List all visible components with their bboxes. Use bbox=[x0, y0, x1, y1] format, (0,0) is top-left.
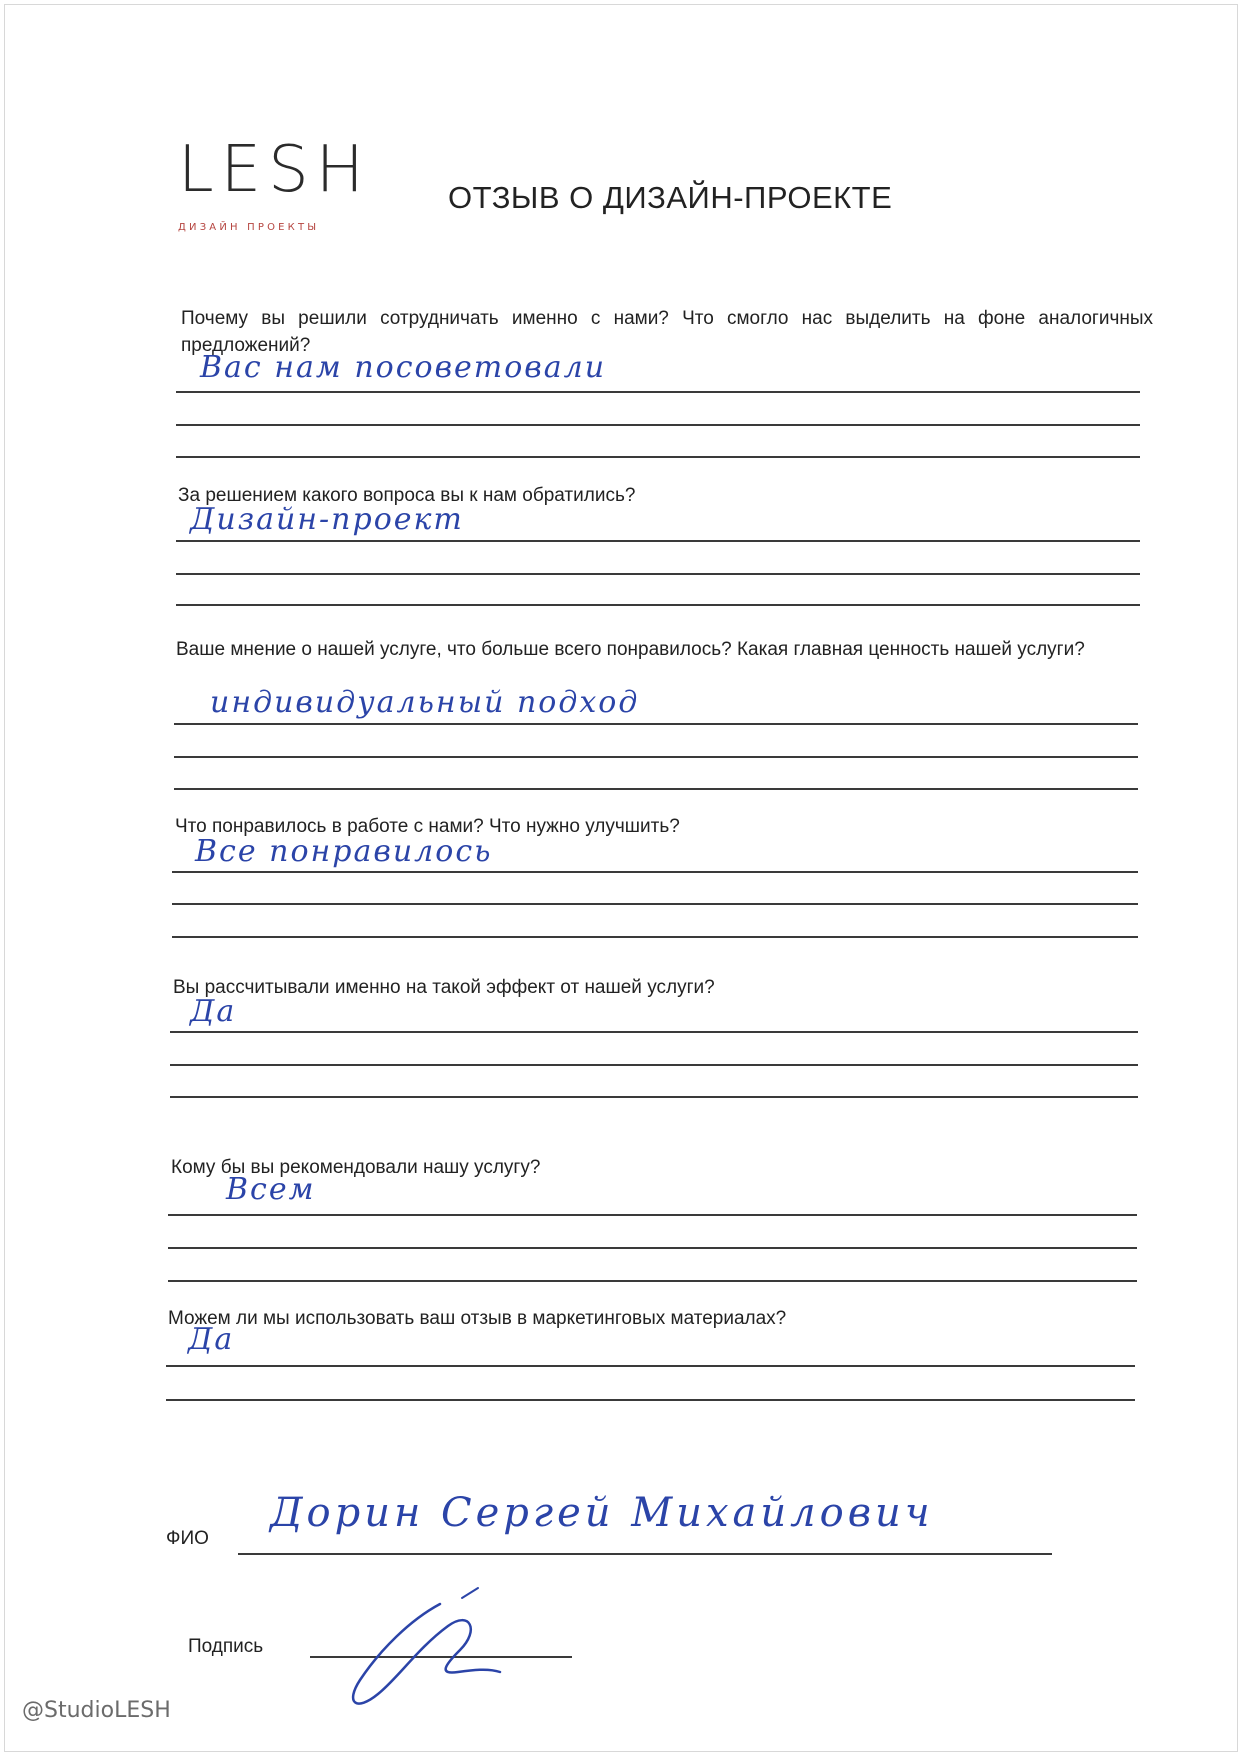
answer-4: Все понравилось bbox=[195, 834, 493, 869]
answer-7: Да bbox=[188, 1322, 235, 1357]
fio-label: ФИО bbox=[166, 1528, 209, 1549]
answer-2: Дизайн-проект bbox=[190, 502, 464, 537]
answer-6: Всем bbox=[226, 1172, 316, 1207]
answer-3: индивидуальный подход bbox=[210, 685, 640, 720]
question-6: Кому бы вы рекомендовали нашу услугу? bbox=[171, 1157, 541, 1178]
fio-value: Дорин Сергей Михайлович bbox=[270, 1490, 934, 1536]
signature-label: Подпись bbox=[188, 1636, 264, 1657]
logo-wordmark: LESH bbox=[178, 133, 371, 207]
answer-1: Вас нам посоветовали bbox=[200, 350, 607, 385]
question-7: Можем ли мы использовать ваш отзыв в маркетинговых материалах? bbox=[168, 1308, 787, 1329]
question-1: Почему вы решили сотрудничать именно с нами? Что смогло нас выделить на фоне аналогичных предложений? bbox=[181, 308, 1153, 356]
document-title: ОТЗЫВ О ДИЗАЙН-ПРОЕКТЕ bbox=[448, 180, 893, 215]
question-5: Вы рассчитывали именно на такой эффект от нашей услуги? bbox=[173, 977, 715, 998]
question-3: Ваше мнение о нашей услуге, что больше всего понравилось? Какая главная ценность нашей услуги? bbox=[176, 639, 1085, 660]
question-2: За решением какого вопроса вы к нам обратились? bbox=[178, 485, 636, 506]
answer-5: Да bbox=[190, 994, 237, 1029]
watermark: @StudioLESH bbox=[22, 1698, 171, 1723]
logo-tagline: ДИЗАЙН ПРОЕКТЫ bbox=[178, 222, 320, 233]
question-4: Что понравилось в работе с нами? Что нужно улучшить? bbox=[175, 816, 680, 837]
